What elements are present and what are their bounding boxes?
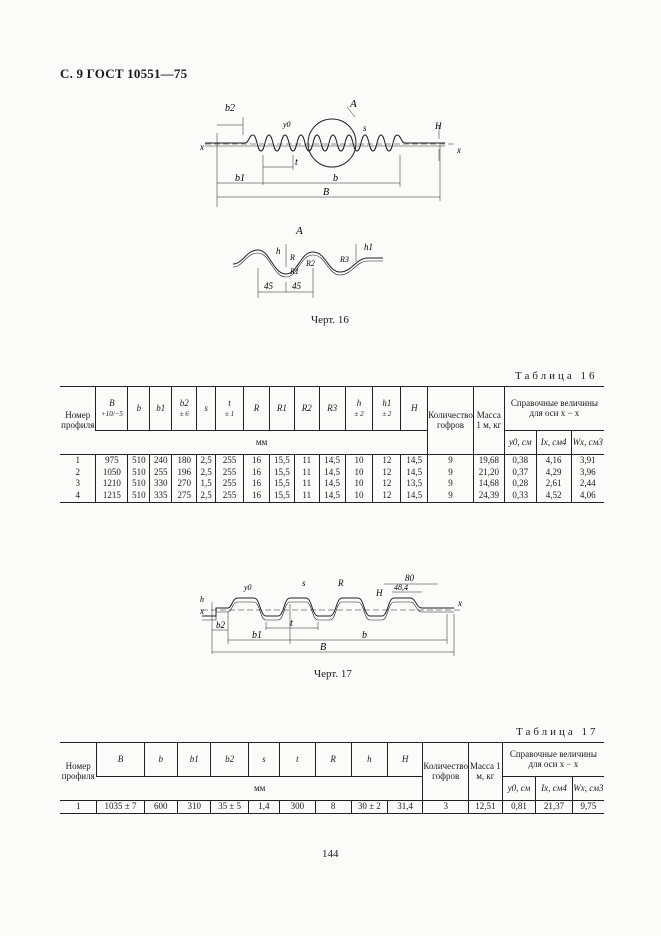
table-cell: 1,4 — [248, 801, 279, 814]
t16-h-mass: Масса 1 м, кг — [473, 387, 504, 455]
table-cell: 2,5 — [197, 490, 216, 502]
t17-h-Ix: Ix, см4 — [536, 777, 573, 801]
table-16 — [60, 386, 604, 503]
t16-h-Ix: Ix, см4 — [536, 431, 571, 455]
t16-h-mm: мм — [96, 431, 428, 455]
table-cell: 240 — [150, 455, 172, 467]
table-cell: 510 — [128, 467, 150, 479]
table-cell: 4,16 — [536, 455, 571, 467]
fig17-label-48-4: 48,4 — [394, 583, 408, 592]
table-cell: 16 — [244, 455, 270, 467]
t17-h-mass: Масса 1 м, кг — [469, 743, 503, 801]
t16-h-b1: b1 — [150, 387, 172, 431]
fig16-detail-h1: h1 — [364, 242, 373, 252]
table-cell: 0,81 — [502, 801, 536, 814]
fig16-label-b1: b1 — [235, 173, 245, 184]
t17-h-R: R — [315, 743, 351, 777]
table-cell: 1 — [75, 455, 80, 465]
fig16-label-A: A — [350, 98, 357, 110]
table-cell: 12 — [373, 478, 401, 490]
table-cell: 9 — [428, 478, 474, 490]
fig16-detail-R2: R2 — [306, 259, 315, 268]
table-cell: 2,5 — [197, 467, 216, 479]
table-cell: 2,5 — [197, 455, 216, 467]
t16-h-b: b — [128, 387, 150, 431]
table-cell: 9,75 — [572, 801, 604, 814]
table-cell: 11 — [294, 467, 319, 479]
fig16-detail-R: R — [290, 253, 295, 262]
table-cell: 255 — [216, 455, 244, 467]
table-cell: 13,5 — [401, 478, 428, 490]
table-cell: 180 — [172, 455, 197, 467]
fig16-label-b2: b2 — [225, 103, 235, 114]
fig16-label-H: H — [435, 121, 442, 131]
fig16-label-x-left: x — [200, 142, 204, 152]
table-cell: 3 — [75, 478, 80, 489]
t16-h-s: s — [197, 387, 216, 431]
table-cell: 1050 — [96, 467, 128, 479]
table-cell: 14,5 — [401, 490, 428, 502]
figure-16-detail — [228, 222, 393, 302]
table-cell: 15,5 — [269, 455, 294, 467]
table-cell: 510 — [128, 490, 150, 502]
fig17-label-y0: y0 — [244, 583, 252, 592]
table-row — [60, 801, 604, 814]
table-cell: 12 — [373, 467, 401, 479]
table-cell: 4 — [75, 490, 80, 501]
table-cell: 15,5 — [269, 490, 294, 502]
table-cell: 8 — [315, 801, 351, 814]
table-cell: 14,5 — [401, 467, 428, 479]
table-cell: 0,37 — [504, 467, 536, 479]
t17-h-mm: мм — [97, 777, 423, 801]
fig17-label-x-left: x — [200, 606, 204, 616]
fig16-label-t: t — [295, 157, 298, 168]
fig17-label-h: h — [200, 595, 204, 604]
fig16-detail-R3: R3 — [340, 255, 349, 264]
table-cell: 10 — [345, 467, 373, 479]
table-cell: 14,5 — [319, 467, 345, 479]
table-16-title: Таблица 16 — [515, 370, 598, 382]
table-cell: 14,5 — [319, 455, 345, 467]
table-cell: 0,38 — [504, 455, 536, 467]
figure-16-overview — [195, 95, 480, 210]
t16-h-R1: R1 — [269, 387, 294, 431]
table-17-title: Таблица 17 — [516, 726, 599, 738]
t17-h-s: s — [248, 743, 279, 777]
t16-h-num: Номер профиля — [60, 387, 96, 455]
t17-h-B: B — [97, 743, 144, 777]
fig16-detail-title: А — [296, 225, 303, 237]
fig17-label-80: 80 — [405, 573, 414, 583]
table-cell: 4,29 — [536, 467, 571, 479]
table-17 — [60, 742, 604, 814]
t17-h-b1: b1 — [178, 743, 211, 777]
table-cell: 310 — [178, 801, 211, 814]
t17-h-num: Номер профиля — [60, 743, 97, 801]
table-cell: 21,37 — [536, 801, 573, 814]
t16-h-B: B +10/−5 — [96, 387, 128, 431]
t16-h-ref: Справочные величины для оси x − x — [504, 387, 604, 431]
t16-h-y0: y0, см — [504, 431, 536, 455]
table-cell: 9 — [428, 455, 474, 467]
t16-h-b2: b2 ± 6 — [172, 387, 197, 431]
t16-h-R3: R3 — [319, 387, 345, 431]
table-cell: 10 — [345, 455, 373, 467]
table-cell: 1 — [75, 801, 81, 811]
table-cell: 1210 — [96, 478, 128, 490]
fig17-label-b1: b1 — [252, 630, 262, 641]
table-cell: 30 ± 2 — [351, 801, 387, 814]
fig17-label-s: s — [302, 578, 306, 588]
table-cell: 4,06 — [571, 490, 604, 502]
table-cell: 35 ± 5 — [211, 801, 248, 814]
fig16-label-b: b — [333, 173, 338, 184]
table-cell: 335 — [150, 490, 172, 502]
table-cell: 270 — [172, 478, 197, 490]
table-cell: 275 — [172, 490, 197, 502]
t17-h-y0: y0, см — [502, 777, 536, 801]
fig16-label-s: s — [363, 123, 367, 133]
table-cell: 3,91 — [571, 455, 604, 467]
table-cell: 15,5 — [269, 478, 294, 490]
t17-h-t: t — [280, 743, 315, 777]
table-cell: 1035 ± 7 — [97, 801, 144, 814]
table-cell: 4,52 — [536, 490, 571, 502]
table-cell: 31,4 — [387, 801, 422, 814]
table-cell: 975 — [96, 455, 128, 467]
table-cell: 255 — [216, 490, 244, 502]
table-cell: 1,5 — [197, 478, 216, 490]
table-cell: 255 — [150, 467, 172, 479]
t17-h-h: h — [351, 743, 387, 777]
table-cell: 11 — [294, 478, 319, 490]
table-cell: 11 — [294, 455, 319, 467]
table-cell: 1215 — [96, 490, 128, 502]
table-cell: 21,20 — [473, 467, 504, 479]
fig17-label-x-right: x — [458, 598, 462, 608]
table-cell: 9 — [428, 467, 474, 479]
table-cell: 19,68 — [473, 455, 504, 467]
figure-17-caption: Черт. 17 — [314, 668, 352, 680]
table-cell: 330 — [150, 478, 172, 490]
fig17-label-H: H — [376, 588, 383, 598]
figure-17 — [192, 572, 472, 667]
table-cell: 12 — [373, 455, 401, 467]
t17-h-ref: Справочные величины для оси x − x — [502, 743, 604, 777]
t16-h-t: t ± 1 — [216, 387, 244, 431]
table-cell: 10 — [345, 490, 373, 502]
table-cell: 14,68 — [473, 478, 504, 490]
table-cell: 2,44 — [571, 478, 604, 490]
fig16-detail-R1: R1 — [290, 267, 299, 276]
fig17-label-t: t — [290, 618, 293, 629]
table-cell: 300 — [280, 801, 315, 814]
table-cell: 16 — [244, 490, 270, 502]
fig17-label-R: R — [338, 578, 344, 588]
t16-h-Wx: Wx, см3 — [571, 431, 604, 455]
table-cell: 510 — [128, 455, 150, 467]
table-cell: 0,28 — [504, 478, 536, 490]
t16-h-h: h ± 2 — [345, 387, 373, 431]
table-cell: 3,96 — [571, 467, 604, 479]
page-number: 144 — [322, 848, 339, 860]
fig16-label-x-right: x — [457, 145, 461, 155]
fig17-label-b2: b2 — [216, 620, 225, 630]
table-cell: 16 — [244, 467, 270, 479]
table-cell: 24,39 — [473, 490, 504, 502]
page-header: С. 9 ГОСТ 10551—75 — [60, 66, 188, 81]
table-row — [60, 455, 604, 467]
table-cell: 9 — [428, 490, 474, 502]
table-cell: 12 — [373, 490, 401, 502]
table-cell: 2,61 — [536, 478, 571, 490]
t16-h-R2: R2 — [294, 387, 319, 431]
table-cell: 196 — [172, 467, 197, 479]
t17-h-Wx: Wx, см3 — [572, 777, 604, 801]
table-cell: 510 — [128, 478, 150, 490]
table-cell: 11 — [294, 490, 319, 502]
table-row — [60, 478, 604, 490]
table-cell: 0,33 — [504, 490, 536, 502]
t16-h-H: H — [401, 387, 428, 431]
table-cell: 10 — [345, 478, 373, 490]
t17-h-count: Количество гофров — [423, 743, 469, 801]
fig16-label-y0: y0 — [283, 120, 291, 129]
table-cell: 255 — [216, 467, 244, 479]
fig17-label-B: B — [320, 642, 327, 653]
fig16-detail-dim-45-b: 45 — [292, 281, 301, 291]
table-cell: 2 — [75, 466, 80, 477]
fig16-detail-h: h — [276, 246, 281, 256]
table-cell: 600 — [144, 801, 177, 814]
figure-16-caption: Черт. 16 — [311, 314, 349, 326]
table-cell: 15,5 — [269, 467, 294, 479]
table-row — [60, 490, 604, 502]
table-row — [60, 467, 604, 479]
t16-h-count: Количество гофров — [428, 387, 474, 455]
table-cell: 3 — [423, 801, 469, 814]
table-cell: 16 — [244, 478, 270, 490]
table-cell: 14,5 — [319, 490, 345, 502]
fig16-label-B: B — [323, 187, 330, 198]
table-cell: 14,5 — [401, 455, 428, 467]
t16-h-h1: h1 ± 2 — [373, 387, 401, 431]
fig16-detail-dim-45-a: 45 — [264, 281, 273, 291]
t17-h-H: H — [387, 743, 422, 777]
fig17-label-b: b — [362, 630, 367, 641]
table-cell: 14,5 — [319, 478, 345, 490]
t16-h-R: R — [244, 387, 270, 431]
table-cell: 255 — [216, 478, 244, 490]
t17-h-b: b — [144, 743, 177, 777]
table-cell: 12,51 — [469, 801, 503, 814]
t17-h-b2: b2 — [211, 743, 248, 777]
